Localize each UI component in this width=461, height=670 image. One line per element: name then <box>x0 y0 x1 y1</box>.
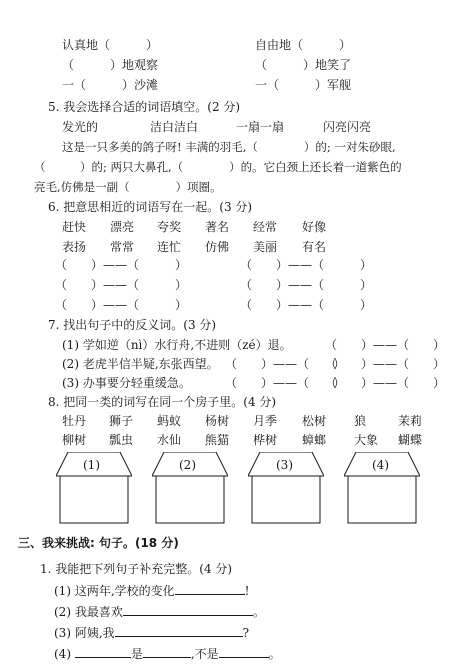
q6-answer-pair[interactable]: （ ）——（ ） <box>240 258 373 272</box>
blank-junjian[interactable]: 一（ ）军舰 <box>255 78 352 92</box>
house-label: (3) <box>276 458 293 472</box>
s3-item-4 <box>54 646 281 661</box>
q6-word: 常常 <box>110 240 135 254</box>
fill-line[interactable] <box>75 646 131 658</box>
s3-item-1-text: (1) 这两年,学校的变化 <box>54 584 175 598</box>
s3-item-2 <box>54 604 265 619</box>
q5-word: 一扇一扇 <box>236 120 285 134</box>
q6-answer-pair[interactable]: （ ）——（ ） <box>55 298 188 312</box>
q5-title: 5. 我会选择合适的词语填空。(2 分) <box>48 100 241 114</box>
house-label: (2) <box>179 458 196 472</box>
q7-title: 7. 找出句子中的反义词。(3 分) <box>48 318 217 332</box>
q8-word: 桦树 <box>253 433 278 447</box>
q8-word: 蟑螂 <box>302 433 327 447</box>
q6-word: 漂亮 <box>110 220 135 234</box>
q7-sentence-1: (1) 学如逆（nì）水行舟,不进则（zé）退。 <box>62 338 292 352</box>
q8-word: 大象 <box>354 433 379 447</box>
q8-word: 水仙 <box>157 433 182 447</box>
q8-word: 茉莉 <box>398 414 423 428</box>
fill-line[interactable] <box>115 625 243 637</box>
q6-word: 赶快 <box>62 220 87 234</box>
q6-answer-pair[interactable]: （ ）——（ ） <box>55 278 188 292</box>
s3-q1-title: 1. 我能把下列句子补充完整。(4 分) <box>40 562 233 576</box>
s3-item-3-text: (3) 阿姨,我 <box>54 626 115 640</box>
s3-item-2-end: 。 <box>252 605 265 619</box>
q8-word: 狼 <box>354 414 367 428</box>
q7-sentence-2: (2) 老虎半信半疑,东张西望。 <box>62 357 219 371</box>
q7-sentence-3: (3) 办事要分轻重缓急。 <box>62 376 191 390</box>
q6-answer-pair[interactable]: （ ）——（ ） <box>55 258 188 272</box>
q6-title: 6. 把意思相近的词语写在一起。(3 分) <box>48 200 253 214</box>
q6-answer-pair[interactable]: （ ）——（ ） <box>240 278 373 292</box>
q6-word: 经常 <box>253 220 278 234</box>
q8-word: 月季 <box>253 414 278 428</box>
q8-word: 柳树 <box>62 433 87 447</box>
q6-word: 著名 <box>205 220 230 234</box>
s3-item-1 <box>54 583 249 598</box>
s3-item-3-end: ? <box>242 626 250 640</box>
s3-item-4-mid1: 是 <box>130 647 143 661</box>
q8-word: 蚂蚁 <box>157 414 182 428</box>
q5-line-2: （ ）的; 两只大鼻孔,（ ）的。它白颈上还长着一道紫色的 <box>34 160 402 174</box>
q6-word: 仿佛 <box>205 240 230 254</box>
blank-ziyoudi[interactable]: 自由地（ ） <box>255 38 352 52</box>
q7-answer-pair[interactable]: （ ）——（ ） <box>225 376 346 390</box>
q5-word: 洁白洁白 <box>150 120 199 134</box>
q8-word: 牡丹 <box>62 414 87 428</box>
q5-line-3: 亮毛,仿佛是一副（ ）项圈。 <box>34 180 222 194</box>
blank-renzhendi[interactable]: 认真地（ ） <box>62 38 159 52</box>
s3-item-1-end: ! <box>244 584 250 598</box>
q6-answer-pair[interactable]: （ ）——（ ） <box>240 298 373 312</box>
s3-item-4-text: (4) <box>54 647 71 661</box>
q8-word: 熊猫 <box>205 433 230 447</box>
q6-word: 美丽 <box>253 240 278 254</box>
q7-answer-pair[interactable]: （ ）——（ ） <box>325 376 446 390</box>
blank-shatan[interactable]: 一（ ）沙滩 <box>62 78 159 92</box>
blank-guancha[interactable]: （ ）地观察 <box>62 58 159 72</box>
q8-word: 蝴蝶 <box>398 433 423 447</box>
s3-item-4-end: 。 <box>268 647 281 661</box>
q6-word: 夸奖 <box>157 220 182 234</box>
s3-item-3 <box>54 625 249 640</box>
fill-line[interactable] <box>123 604 253 616</box>
s3-item-2-text: (2) 我最喜欢 <box>54 605 123 619</box>
q7-answer-pair[interactable]: （ ）——（ ） <box>325 357 446 371</box>
q7-answer-pair[interactable]: （ ）——（ ） <box>225 357 346 371</box>
fill-line[interactable] <box>219 646 269 658</box>
q8-title: 8. 把同一类的词写在同一个房子里。(4 分) <box>48 395 277 409</box>
fill-line[interactable] <box>143 646 191 658</box>
q5-word: 闪亮闪亮 <box>323 120 372 134</box>
q8-word: 瓢虫 <box>109 433 134 447</box>
s3-item-4-mid2: ,不是 <box>190 647 219 661</box>
q6-word: 表扬 <box>62 240 87 254</box>
q6-word: 有名 <box>302 240 327 254</box>
blank-xiaole[interactable]: （ ）地笑了 <box>255 58 352 72</box>
q7-answer-pair[interactable]: （ ）——（ ） <box>325 338 446 352</box>
fill-line[interactable] <box>175 583 245 595</box>
q8-word: 狮子 <box>109 414 134 428</box>
q5-line-1: 这是一只多美的鸽子呀! 丰满的羽毛,（ ）的; 一对朱砂眼, <box>62 140 396 154</box>
q6-word: 连忙 <box>157 240 182 254</box>
house-label: (4) <box>372 458 389 472</box>
q6-word: 好像 <box>302 220 327 234</box>
q8-word: 杨树 <box>205 414 230 428</box>
section-3-title: 三、我来挑战: 句子。(18 分) <box>18 536 179 550</box>
q5-word: 发光的 <box>62 120 99 134</box>
house-label: (1) <box>83 458 100 472</box>
q8-word: 松树 <box>302 414 327 428</box>
